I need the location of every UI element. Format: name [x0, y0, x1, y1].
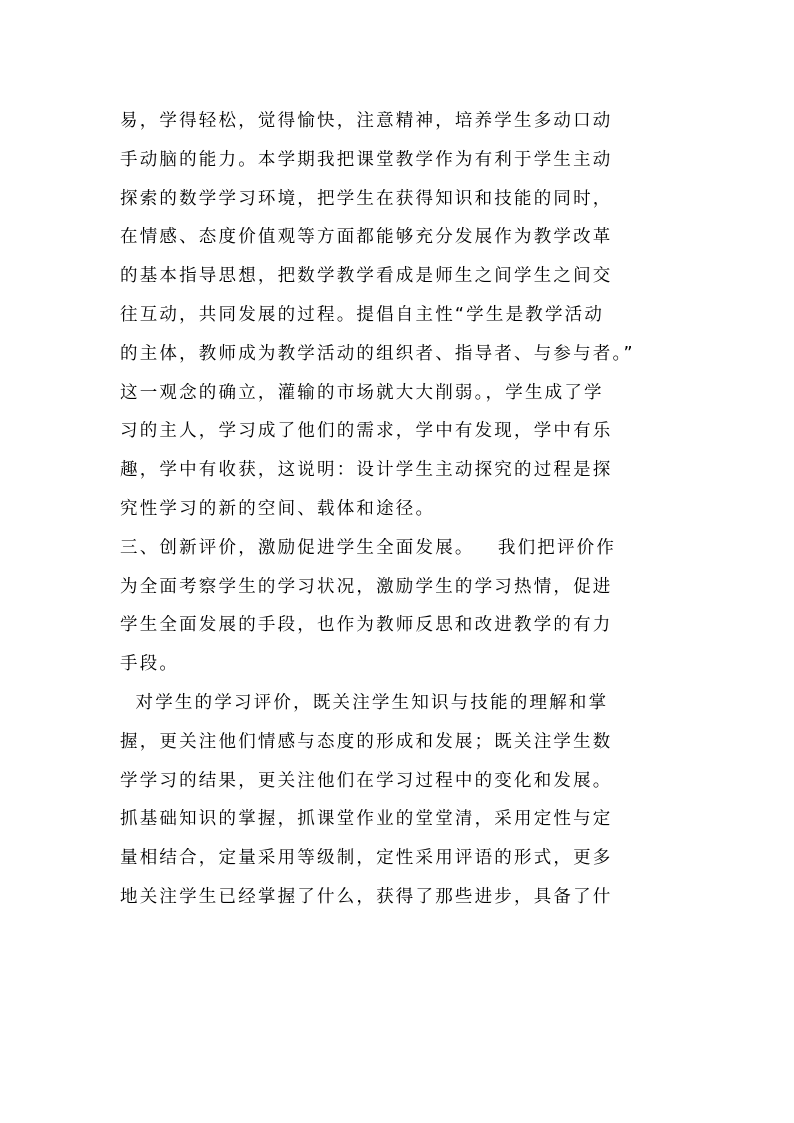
- document-body: [120, 102, 680, 917]
- text-line: 这一观念的确立，灌输的市场就大大削弱。，学生成了学: [120, 382, 604, 403]
- text-line: 地关注学生已经掌握了什么，获得了那些进步，具备了什: [120, 886, 613, 907]
- text-line: 量相结合，定量采用等级制，定性采用评语的形式，更多: [120, 848, 613, 869]
- text-line: 往互动，共同发展的过程。提倡自主性“学生是教学活动: [120, 304, 605, 325]
- section-heading-line: 三、创新评价，激励促进学生全面发展。 我们把评价作: [120, 537, 617, 558]
- text-line: 学学习的结果，更关注他们在学习过程中的变化和发展。: [120, 770, 613, 791]
- text-line: 手段。: [120, 654, 180, 675]
- text-line: 习的主人，学习成了他们的需求，学中有发现，学中有乐: [120, 421, 613, 442]
- text-line: 为全面考察学生的学习状况，激励学生的学习热情，促进: [120, 576, 613, 597]
- text-line: 握，更关注他们情感与态度的形成和发展；既关注学生数: [120, 731, 613, 752]
- text-line: 易，学得轻松，觉得愉快，注意精神，培养学生多动口动: [120, 111, 613, 131]
- text-line: 手动脑的能力。本学期我把课堂教学作为有利于学生主动: [120, 149, 613, 170]
- text-line: 抓基础知识的掌握，抓课堂作业的堂堂清，采用定性与定: [120, 809, 613, 830]
- text-line: 究性学习的新的空间、载体和途径。: [120, 498, 436, 519]
- text-line: 的主体，教师成为教学活动的组织者、指导者、与参与者。”: [120, 343, 635, 364]
- text-line: 对学生的学习评价，既关注学生知识与技能的理解和掌: [120, 692, 609, 713]
- text-line: 学生全面发展的手段，也作为教师反思和改进教学的有力: [120, 615, 613, 636]
- text-line: 探索的数学学习环境，把学生在获得知识和技能的同时，: [120, 188, 613, 209]
- text-line: 在情感、态度价值观等方面都能够充分发展作为教学改革: [120, 227, 613, 248]
- text-line: 的基本指导思想，把数学教学看成是师生之间学生之间交: [120, 266, 613, 287]
- text-line: 趣，学中有收获，这说明：设计学生主动探究的过程是探: [120, 460, 613, 481]
